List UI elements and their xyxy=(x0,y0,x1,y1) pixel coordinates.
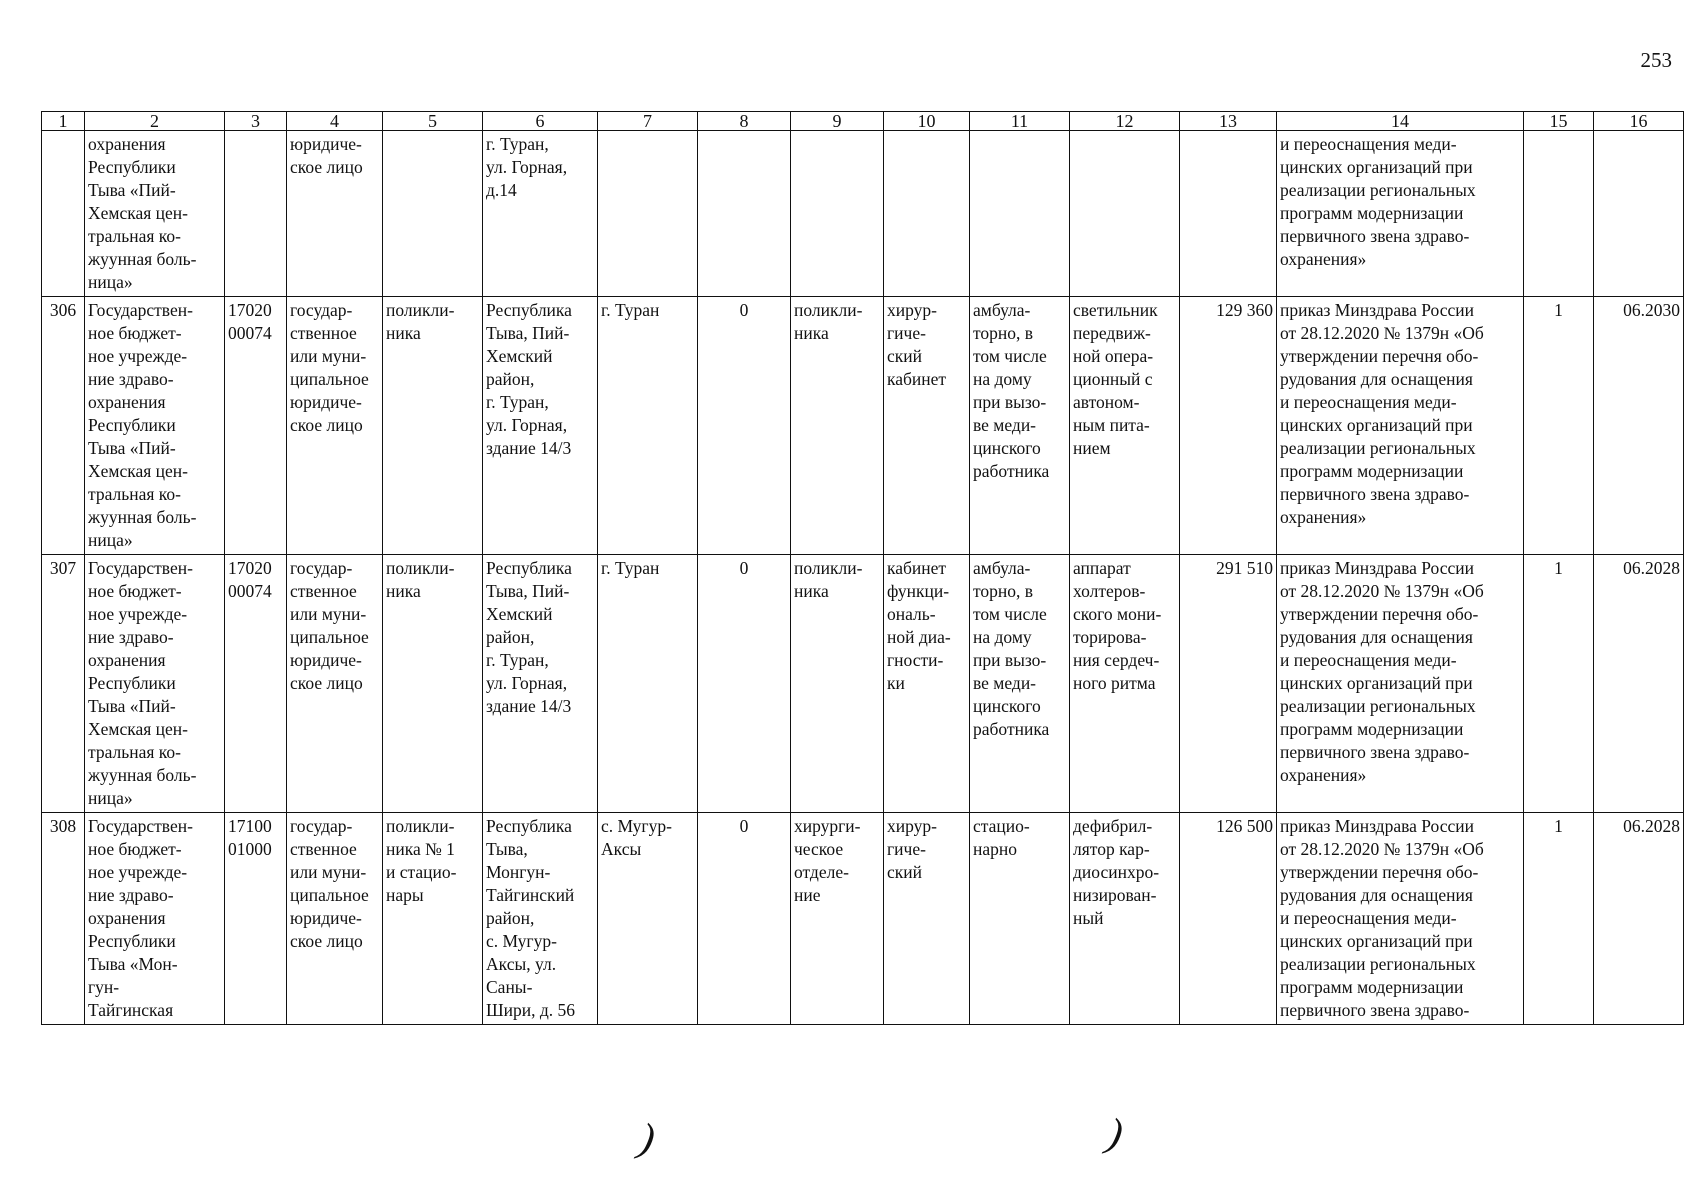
cell-price: 129 360 xyxy=(1180,297,1277,555)
cell-department xyxy=(791,131,884,297)
equipment-table xyxy=(41,111,1684,1025)
cell-unit-type: поликли- ника xyxy=(383,555,483,813)
column-number: 12 xyxy=(1070,112,1180,131)
cell-date: 06.2028 xyxy=(1594,555,1684,813)
cell-room: хирур- гиче- ский xyxy=(884,813,970,1025)
cell-number xyxy=(42,131,85,297)
cell-organization: Государствен- ное бюджет- ное учрежде- ние здраво- охранения Республики Тыва «Пий- Хемская цен- тральная ко- жуунная боль- ница» xyxy=(85,297,225,555)
cell-unit-type: поликли- ника № 1 и стацио- нары xyxy=(383,813,483,1025)
cell-unit-type xyxy=(383,131,483,297)
cell-date: 06.2030 xyxy=(1594,297,1684,555)
cell-legal-basis: приказ Минздрава России от 28.12.2020 № 1379н «Об утверждении перечня обо- рудования для оснащения и переоснащения меди- цинских организаций при реализации региональных программ модернизации первичного звена здраво- охранения» xyxy=(1277,297,1524,555)
cell-legal-basis: и переоснащения меди- цинских организаций при реализации региональных программ модернизации первичного звена здраво- охранения» xyxy=(1277,131,1524,297)
cell-quantity xyxy=(1524,131,1594,297)
cell-legal-form: государ- ственное или муни- ципальное юридиче- ское лицо xyxy=(287,555,383,813)
cell-room: хирур- гиче- ский кабинет xyxy=(884,297,970,555)
column-number: 15 xyxy=(1524,112,1594,131)
table-row xyxy=(42,813,1684,1025)
cell-organization: Государствен- ное бюджет- ное учрежде- ние здраво- охранения Республики Тыва «Мон- гун- Тайгинская xyxy=(85,813,225,1025)
cell-equipment: аппарат холтеров- ского мони- торирова- ния сердеч- ного ритма xyxy=(1070,555,1180,813)
column-number: 5 xyxy=(383,112,483,131)
cell-quantity: 1 xyxy=(1524,555,1594,813)
cell-organization: охранения Республики Тыва «Пий- Хемская цен- тральная ко- жуунная боль- ница» xyxy=(85,131,225,297)
cell-price xyxy=(1180,131,1277,297)
column-number: 8 xyxy=(698,112,791,131)
cell-locality: г. Туран xyxy=(598,555,698,813)
column-number: 6 xyxy=(483,112,598,131)
signature-mark: ) xyxy=(1103,1110,1127,1158)
column-number: 16 xyxy=(1594,112,1684,131)
cell-col-8: 0 xyxy=(698,813,791,1025)
cell-legal-form: государ- ственное или муни- ципальное юридиче- ское лицо xyxy=(287,813,383,1025)
cell-unit-type: поликли- ника xyxy=(383,297,483,555)
column-number: 13 xyxy=(1180,112,1277,131)
cell-legal-form: государ- ственное или муни- ципальное юридиче- ское лицо xyxy=(287,297,383,555)
cell-locality: с. Мугур- Аксы xyxy=(598,813,698,1025)
cell-address: Республика Тыва, Монгун- Тайгинский район, с. Мугур- Аксы, ул. Саны- Шири, д. 56 xyxy=(483,813,598,1025)
cell-number: 307 xyxy=(42,555,85,813)
cell-organization: Государствен- ное бюджет- ное учрежде- ние здраво- охранения Республики Тыва «Пий- Хемская цен- тральная ко- жуунная боль- ница» xyxy=(85,555,225,813)
cell-department: хирурги- ческое отделе- ние xyxy=(791,813,884,1025)
column-number: 10 xyxy=(884,112,970,131)
cell-address: Республика Тыва, Пий- Хемский район, г. Туран, ул. Горная, здание 14/3 xyxy=(483,297,598,555)
cell-care-conditions: амбула- торно, в том числе на дому при вызо- ве меди- цинского работника xyxy=(970,555,1070,813)
cell-legal-basis: приказ Минздрава России от 28.12.2020 № 1379н «Об утверждении перечня обо- рудования для оснащения и переоснащения меди- цинских организаций при реализации региональных программ модернизации первичного звена здраво- охранения» xyxy=(1277,555,1524,813)
cell-date xyxy=(1594,131,1684,297)
continuation-row xyxy=(42,131,1684,297)
cell-number: 308 xyxy=(42,813,85,1025)
column-number-row xyxy=(42,112,1684,131)
column-number: 7 xyxy=(598,112,698,131)
signature-mark: ) xyxy=(635,1115,659,1163)
cell-col-8: 0 xyxy=(698,297,791,555)
cell-locality xyxy=(598,131,698,297)
cell-care-conditions xyxy=(970,131,1070,297)
cell-department: поликли- ника xyxy=(791,555,884,813)
cell-legal-form: юридиче- ское лицо xyxy=(287,131,383,297)
column-number: 2 xyxy=(85,112,225,131)
cell-equipment: дефибрил- лятор кар- диосинхро- низирован- ный xyxy=(1070,813,1180,1025)
cell-code xyxy=(225,131,287,297)
cell-price: 126 500 xyxy=(1180,813,1277,1025)
cell-room: кабинет функци- ональ- ной диа- гности- ки xyxy=(884,555,970,813)
column-number: 4 xyxy=(287,112,383,131)
cell-quantity: 1 xyxy=(1524,813,1594,1025)
cell-department: поликли- ника xyxy=(791,297,884,555)
column-number: 9 xyxy=(791,112,884,131)
cell-address: Республика Тыва, Пий- Хемский район, г. Туран, ул. Горная, здание 14/3 xyxy=(483,555,598,813)
page-number: 253 xyxy=(1640,48,1672,72)
column-number: 11 xyxy=(970,112,1070,131)
cell-care-conditions: стацио- нарно xyxy=(970,813,1070,1025)
cell-legal-basis: приказ Минздрава России от 28.12.2020 № 1379н «Об утверждении перечня обо- рудования для оснащения и переоснащения меди- цинских организаций при реализации региональных программ модернизации первичного звена здраво- xyxy=(1277,813,1524,1025)
cell-col-8 xyxy=(698,131,791,297)
cell-number: 306 xyxy=(42,297,85,555)
cell-care-conditions: амбула- торно, в том числе на дому при вызо- ве меди- цинского работника xyxy=(970,297,1070,555)
cell-date: 06.2028 xyxy=(1594,813,1684,1025)
cell-col-8: 0 xyxy=(698,555,791,813)
column-number: 14 xyxy=(1277,112,1524,131)
column-number: 3 xyxy=(225,112,287,131)
cell-price: 291 510 xyxy=(1180,555,1277,813)
table-row xyxy=(42,555,1684,813)
cell-equipment: светильник передвиж- ной опера- ционный с автоном- ным пита- нием xyxy=(1070,297,1180,555)
column-number: 1 xyxy=(42,112,85,131)
table-row xyxy=(42,297,1684,555)
cell-code: 17100 01000 xyxy=(225,813,287,1025)
cell-locality: г. Туран xyxy=(598,297,698,555)
cell-address: г. Туран, ул. Горная, д.14 xyxy=(483,131,598,297)
cell-room xyxy=(884,131,970,297)
cell-code: 17020 00074 xyxy=(225,555,287,813)
cell-equipment xyxy=(1070,131,1180,297)
cell-quantity: 1 xyxy=(1524,297,1594,555)
cell-code: 17020 00074 xyxy=(225,297,287,555)
